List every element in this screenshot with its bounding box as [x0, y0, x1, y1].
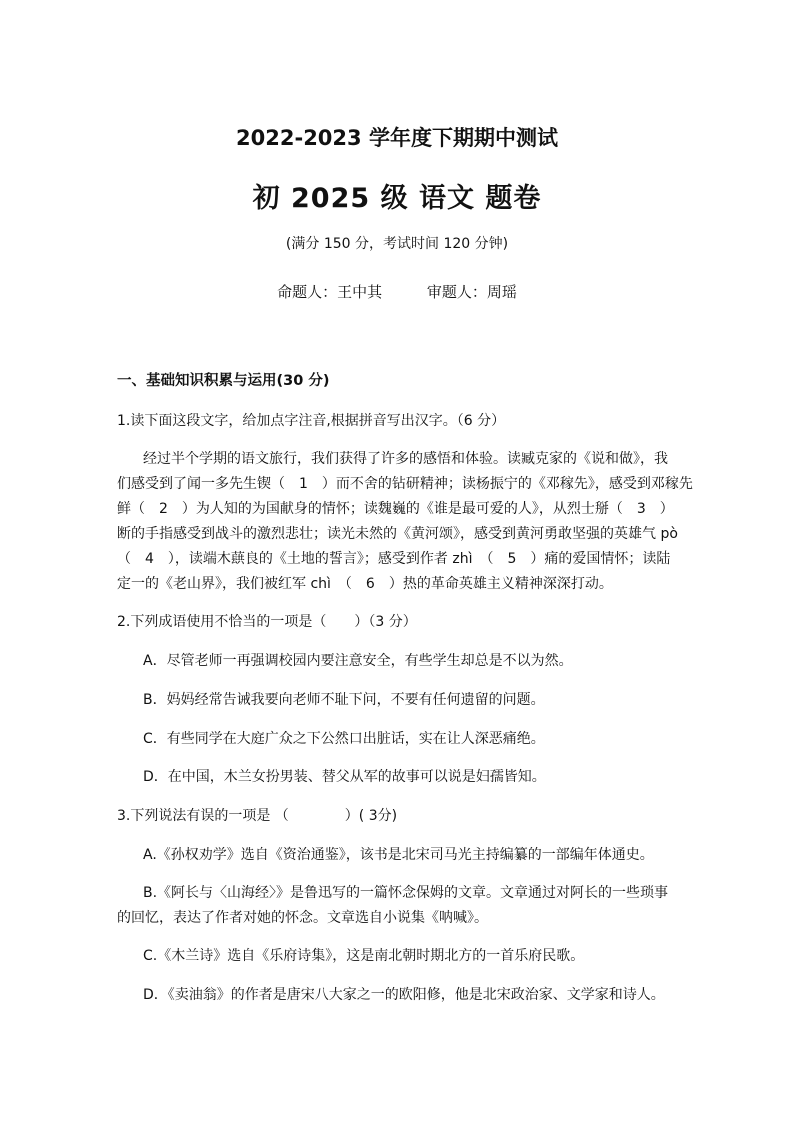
q3-option-c: C.《木兰诗》选自《乐府诗集》，这是南北朝时期北方的一首乐府民歌。: [143, 948, 585, 964]
q1-paragraph-line: 们感受到了闻一多先生锲（ 1 ）而不舍的钻研精神；读杨振宁的《邓稼先》，感受到邓稼先: [117, 476, 693, 492]
exam-subtitle: 初 2025 级 语文 题卷: [252, 183, 542, 214]
reviewer-name: 审题人：周瑶: [426, 283, 517, 301]
q1-paragraph-line: 断的手指感受到战斗的激烈悲壮；读光未然的《黄河颂》，感受到黄河勇敢坚强的英雄气 pò: [117, 526, 678, 542]
score-time-note: (满分 150 分，考试时间 120 分钟): [285, 236, 509, 252]
q1-paragraph-line: 经过半个学期的语文旅行，我们获得了许多的感悟和体验。读臧克家的《说和做》，我: [143, 451, 668, 467]
exam-title: 2022-2023 学年度下期期中测试: [236, 126, 558, 150]
q1-paragraph-line: 鲜（ 2 ）为人知的为国献身的情怀；读魏巍的《谁是最可爱的人》，从烈士掰（ 3 ）: [117, 501, 674, 517]
question-3-prompt: 3.下列说法有误的一项是 （ ）( 3分): [117, 808, 398, 824]
author-name: 命题人：王中其: [277, 283, 383, 301]
question-2-prompt: 2.下列成语使用不恰当的一项是（ ）（3 分）: [117, 614, 417, 630]
q3-option-b-continued: 的回忆，表达了作者对她的怀念。文章选自小说集《呐喊》。: [117, 910, 488, 926]
q1-paragraph-line: 定一的《老山界》，我们被红军 chì （ 6 ）热的革命英雄主义精神深深打动。: [117, 576, 613, 592]
q2-option-b: B．妈妈经常告诫我要向老师不耻下问，不要有任何遗留的问题。: [143, 692, 545, 708]
question-1-prompt: 1.读下面这段文字，给加点字注音,根据拼音写出汉字。（6 分）: [117, 413, 506, 429]
authors-line: [0, 281, 794, 302]
q1-paragraph-line: （ 4 ），读端木蕻良的《土地的誓言》；感受到作者 zhì （ 5 ）痛的爱国情怀；读陆: [117, 551, 671, 567]
q2-option-a: A．尽管老师一再强调校园内要注意安全，有些学生却总是不以为然。: [143, 653, 573, 669]
q3-option-a: A.《孙权劝学》选自《资治通鉴》，该书是北宋司马光主持编纂的一部编年体通史。: [143, 847, 654, 863]
section-heading: 一、基础知识积累与运用(30 分): [117, 373, 330, 389]
q3-option-d: D．《卖油翁》的作者是唐宋八大家之一的欧阳修，他是北宋政治家、文学家和诗人。: [143, 987, 665, 1003]
q2-option-d: D．在中国，木兰女扮男装、替父从军的故事可以说是妇孺皆知。: [143, 769, 546, 785]
q3-option-b: B.《阿长与〈山海经〉》是鲁迅写的一篇怀念保姆的文章。文章通过对阿长的一些琐事: [143, 885, 669, 901]
q2-option-c: C．有些同学在大庭广众之下公然口出脏话，实在让人深恶痛绝。: [143, 731, 545, 747]
